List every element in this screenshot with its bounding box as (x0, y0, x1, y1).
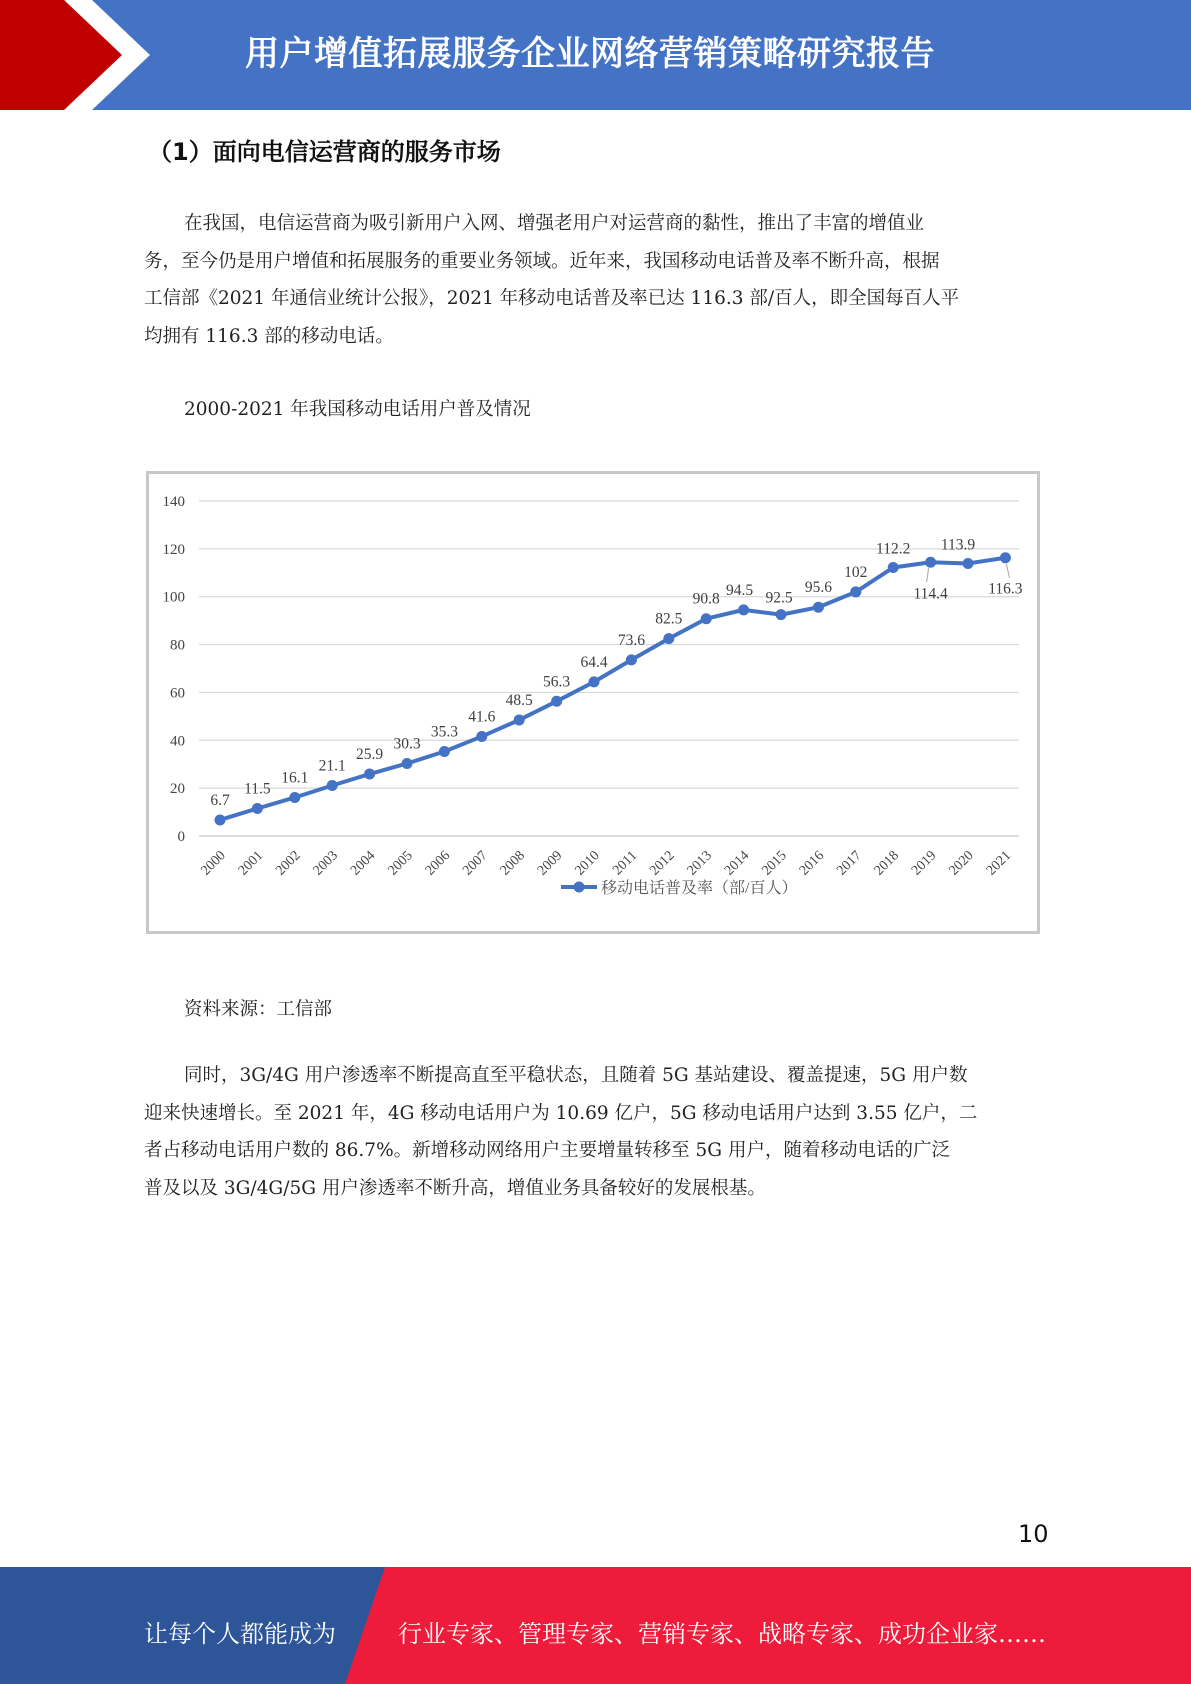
data-label: 41.6 (468, 708, 496, 726)
paragraph-line: 同时，3G/4G 用户渗透率不断提高直至平稳状态，且随着 5G 基站建设、覆盖提速，5G 用户数 (184, 1065, 968, 1086)
data-point (589, 676, 600, 687)
data-label-leader (927, 568, 929, 582)
x-tick-label: 2012 (647, 848, 678, 879)
data-label: 90.8 (692, 590, 720, 608)
header-banner (0, 0, 1191, 110)
chart-caption: 2000-2021 年我国移动电话用户普及情况 (184, 399, 531, 420)
x-tick-label: 2011 (610, 848, 641, 879)
data-label: 95.6 (804, 579, 832, 597)
paragraph-5g-growth (144, 1057, 1044, 1207)
footer-slogan-right: 行业专家、管理专家、营销专家、战略专家、成功企业家…… (398, 1620, 1046, 1648)
paragraph-telecom-market (144, 205, 1044, 355)
x-tick-label: 2000 (198, 848, 229, 879)
paragraph-line: 者占移动电话用户数的 86.7%。新增移动网络用户主要增量转移至 5G 用户，随着移动电话的广泛 (144, 1140, 950, 1161)
data-point (925, 557, 936, 568)
data-point (439, 746, 450, 757)
data-point (963, 558, 974, 569)
data-point (663, 633, 674, 644)
data-point (551, 696, 562, 707)
paragraph-line: 在我国，电信运营商为吸引新用户入网、增强老用户对运营商的黏性，推出了丰富的增值业 (184, 213, 925, 234)
data-point (850, 586, 861, 597)
paragraph-line: 普及以及 3G/4G/5G 用户渗透率不断升高，增值业务具备较好的发展根基。 (144, 1177, 766, 1199)
footer-banner (0, 1567, 1191, 1684)
data-label: 21.1 (318, 757, 346, 775)
x-tick-label: 2014 (722, 848, 753, 879)
y-tick-label: 120 (162, 541, 185, 558)
x-tick-label: 2017 (834, 848, 865, 879)
y-tick-label: 20 (170, 781, 185, 798)
data-label: 92.5 (765, 589, 793, 607)
data-label: 16.1 (281, 769, 309, 787)
data-point (738, 604, 749, 615)
y-tick-label: 40 (170, 733, 185, 750)
data-point (289, 792, 300, 803)
x-tick-label: 2002 (273, 848, 304, 879)
paragraph-line: 工信部《2021 年通信业统计公报》，2021 年移动电话普及率已达 116.3 部/百人，即全国每百人平 (144, 288, 960, 309)
section-heading: （1）面向电信运营商的服务市场 (148, 138, 501, 166)
data-label: 94.5 (726, 581, 754, 599)
data-label: 35.3 (430, 723, 458, 741)
x-tick-label: 2005 (385, 848, 416, 879)
data-point (476, 731, 487, 742)
x-tick-label: 2001 (235, 848, 267, 879)
data-point (776, 609, 787, 620)
y-tick-label: 60 (170, 685, 185, 702)
data-label: 114.4 (913, 585, 948, 603)
y-tick-label: 0 (177, 829, 185, 845)
data-label: 64.4 (580, 653, 608, 671)
mobile-penetration-chart (149, 474, 1037, 931)
data-label: 73.6 (617, 631, 645, 649)
data-label: 116.3 (988, 580, 1023, 598)
source-note: 资料来源：工信部 (184, 999, 333, 1020)
x-tick-label: 2008 (497, 848, 529, 879)
legend-marker (574, 882, 585, 893)
paragraph-line: 迎来快速增长。至 2021 年，4G 移动电话用户为 10.69 亿户，5G 移动电话用户达到 3.55 亿户，二 (144, 1102, 978, 1124)
data-point (813, 602, 824, 613)
x-tick-label: 2010 (572, 848, 603, 879)
data-label: 112.2 (876, 540, 911, 558)
x-tick-label: 2013 (684, 848, 716, 879)
data-point (626, 654, 637, 665)
x-tick-label: 2004 (348, 848, 379, 879)
legend-label: 移动电话普及率（部/百人） (601, 880, 798, 897)
data-point (327, 780, 338, 791)
paragraph-line: 均拥有 116.3 部的移动电话。 (144, 325, 394, 347)
data-label: 56.3 (543, 673, 571, 691)
paragraph-line: 务，至今仍是用户增值和拓展服务的重要业务领域。近年来，我国移动电话普及率不断升高，根据 (144, 250, 940, 272)
data-label: 113.9 (940, 536, 976, 554)
data-point (364, 769, 375, 780)
x-tick-label: 2021 (983, 848, 1015, 879)
data-label: 82.5 (655, 610, 683, 628)
data-label: 48.5 (505, 691, 533, 709)
data-label-leader (1006, 564, 1009, 578)
x-tick-label: 2016 (796, 848, 828, 879)
data-label: 25.9 (356, 746, 384, 764)
data-label: 102 (844, 563, 868, 581)
data-label: 30.3 (393, 735, 421, 753)
data-point (701, 613, 712, 624)
x-tick-label: 2009 (535, 848, 566, 879)
data-label: 6.7 (210, 791, 230, 809)
chart-frame (146, 471, 1040, 934)
page-number: 10 (1018, 1520, 1049, 1548)
data-point (402, 758, 413, 769)
y-tick-label: 100 (162, 589, 185, 606)
data-point (888, 562, 899, 573)
report-title: 用户增值拓展服务企业网络营销策略研究报告 (245, 34, 935, 74)
data-point (514, 714, 525, 725)
x-tick-label: 2015 (759, 848, 790, 879)
data-point (1000, 552, 1011, 563)
footer-slogan-left: 让每个人都能成为 (144, 1620, 336, 1648)
x-tick-label: 2006 (422, 848, 454, 879)
y-tick-label: 80 (170, 637, 185, 654)
x-tick-label: 2020 (946, 848, 977, 879)
data-point (252, 803, 263, 814)
data-point (215, 814, 226, 825)
y-tick-label: 140 (162, 494, 185, 510)
x-tick-label: 2018 (871, 848, 903, 879)
x-tick-label: 2019 (909, 848, 940, 879)
x-tick-label: 2003 (310, 848, 342, 879)
x-tick-label: 2007 (460, 848, 491, 879)
data-label: 11.5 (244, 780, 271, 798)
